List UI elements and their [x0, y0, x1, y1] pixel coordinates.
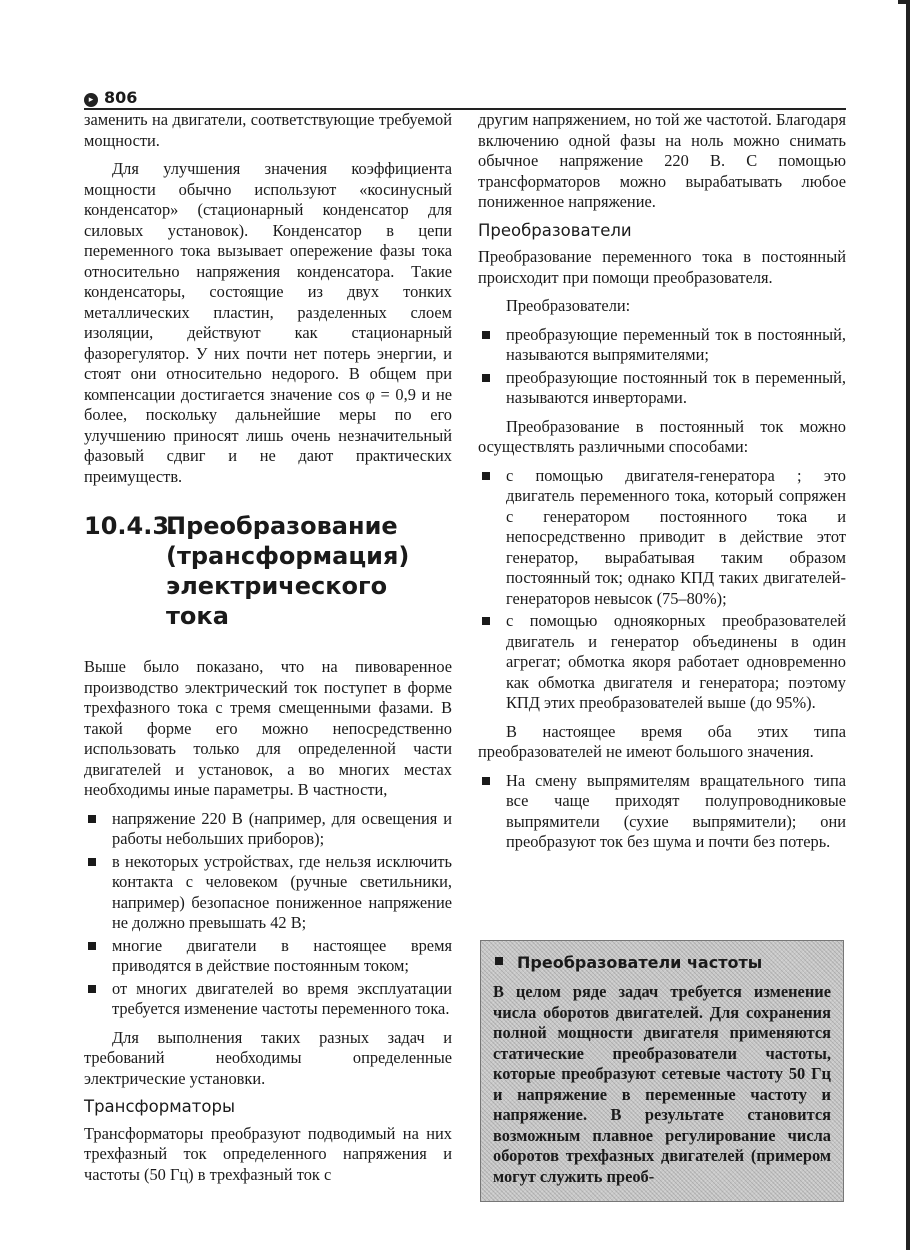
paragraph: В настоящее время оба этих типа преобразователей не имеют большого значения.: [478, 721, 846, 761]
square-bullet-icon: [88, 985, 96, 993]
subheading: Трансформаторы: [84, 1097, 235, 1116]
list-item: [478, 368, 846, 409]
list-item-text: с помощью двигателя-генератора ; это двигатель переменного тока, который сопряжен с генератором постоянного тока и непосредственно приводит в действие этот генератор, вырабатывая таким образом постоянный ток; однако КПД таких двигателей-генераторов невысок (75–80%);: [506, 465, 846, 608]
square-bullet-icon: [482, 777, 490, 785]
square-bullet-icon: [88, 815, 96, 823]
square-bullet-icon: [482, 617, 490, 625]
circle-page-icon: ▸: [84, 93, 98, 107]
paragraph: Преобразование в постоянный ток можно осуществлять различными способами:: [478, 416, 846, 456]
square-bullet-icon: [88, 942, 96, 950]
list-item: [478, 611, 846, 714]
list-item-text: преобразующие переменный ток в постоянный, называются выпрямителями;: [506, 324, 846, 364]
list-item: [478, 771, 846, 853]
paragraph: Для выполнения таких разных задач и требований необходимы определенные электрические установки.: [84, 1027, 452, 1088]
page-corner-mark: [898, 0, 908, 4]
list-item-text: многие двигатели в настоящее время приводятся в действие постоянным током;: [112, 935, 452, 975]
list-item-text: На смену выпрямителям вращательного типа все чаще приходят полупроводниковые выпрямители (сухие выпрямители); они преобразуют ток без шума и почти без потерь.: [506, 770, 846, 851]
square-bullet-icon: [482, 374, 490, 382]
list-item-text: напряжение 220 В (например, для освещения и работы небольших приборов);: [112, 808, 452, 848]
bullet-list: [478, 771, 846, 853]
paragraph: Трансформаторы преобразуют подводимый на них трехфазный ток определенного напряжения и частоты (50 Гц) в трехфазный ток с: [84, 1123, 452, 1184]
list-item: [84, 809, 452, 850]
paragraph: Преобразование переменного тока в постоянный происходит при помощи преобразователя.: [478, 247, 846, 287]
list-item-text: в некоторых устройствах, где нельзя исключить контакта с человеком (ручные светильники, например) безопасное пониженное напряжение не должно превышать 42 В;: [112, 851, 452, 932]
paragraph: Выше было показано, что на пивоваренное производство электрический ток поступет в форме трехфазного тока с тремя смещенными фазами. В такой форме его можно непосредственно использовать только для определенной части двигателей и установок, а во многих местах необходимы иные параметры. В частности,: [84, 657, 452, 799]
paragraph: заменить на двигатели, соответствующие требуемой мощности.: [84, 110, 452, 150]
list-item-text: от многих двигателей во время эксплуатации требуется изменение частоты переменного тока.: [112, 978, 452, 1018]
bullet-list: [84, 809, 452, 1020]
section-number: 10.4.3.: [84, 512, 179, 540]
list-item-text: преобразующие постоянный ток в переменный, называются инверторами.: [506, 367, 846, 407]
paragraph: другим напряжением, но той же частотой. Благодаря включению одной фазы на ноль можно снимать обычное напряжение 220 В. С помощью трансформаторов можно вырабатывать любое пониженное напряжение.: [478, 110, 847, 211]
left-column: [84, 110, 452, 1193]
list-item-text: с помощью одноякорных преобразователей двигатель и генератор объединены в один агрегат; обмотка якоря работает одновременно как обмотка двигателя и генератора; поэтому КПД этих преобразователей выше (до 95%).: [506, 611, 846, 712]
section-heading: [84, 511, 452, 631]
page-edge-line: [906, 0, 910, 1250]
list-item: [84, 979, 452, 1020]
box-title-text: Преобразователи частоты: [517, 953, 763, 972]
section-title: Преобразование (трансформация) электрического тока: [166, 512, 410, 630]
paragraph: Для улучшения значения коэффициента мощности обычно используют «косинусный конденсатор» (стационарный конденсатор для силовых установок). Конденсатор в цепи переменного тока вызывает опережение фазы тока относительно напряжения конденсатора. Такие конденсаторы, состоящие из двух тонких металлических пластин, разделенных слоем изоляции, действуют как стационарный фазорегулятор. У них почти нет потерь энергии, и стоят они относительно недорого. В общем при компенсации достигается значение cos φ = 0,9 и не более, поскольку дальнейшие меры по его улучшению приносят лишь очень незначительный фазовый сдвиг и не дают практических преимуществ.: [84, 159, 452, 486]
sidebar-box: [480, 940, 844, 1202]
box-title: [493, 953, 831, 972]
box-text: В целом ряде задач требуется изменение числа оборотов двигателей. Для сохранения полной мощности двигателя применяются статические преобразователи частоты, которые преобразуют сетевые частоту 50 Гц и напряжение в переменные частоту и напряжение. В результате становится возможным плавное регулирование числа оборотов трехфазных двигателей (примером могут служить преоб-: [493, 982, 831, 1186]
page-header: [84, 90, 846, 110]
square-bullet-icon: [495, 957, 503, 965]
list-item: [84, 852, 452, 934]
list-item: [478, 466, 846, 610]
right-column: [478, 110, 846, 861]
square-bullet-icon: [482, 472, 490, 480]
paragraph: Преобразователи:: [506, 296, 631, 315]
page-number: 806: [104, 88, 138, 107]
square-bullet-icon: [482, 331, 490, 339]
list-item: [84, 936, 452, 977]
bullet-list: [478, 325, 846, 409]
list-item: [478, 325, 846, 366]
subheading: Преобразователи: [478, 220, 632, 240]
square-bullet-icon: [88, 858, 96, 866]
bullet-list: [478, 466, 846, 714]
